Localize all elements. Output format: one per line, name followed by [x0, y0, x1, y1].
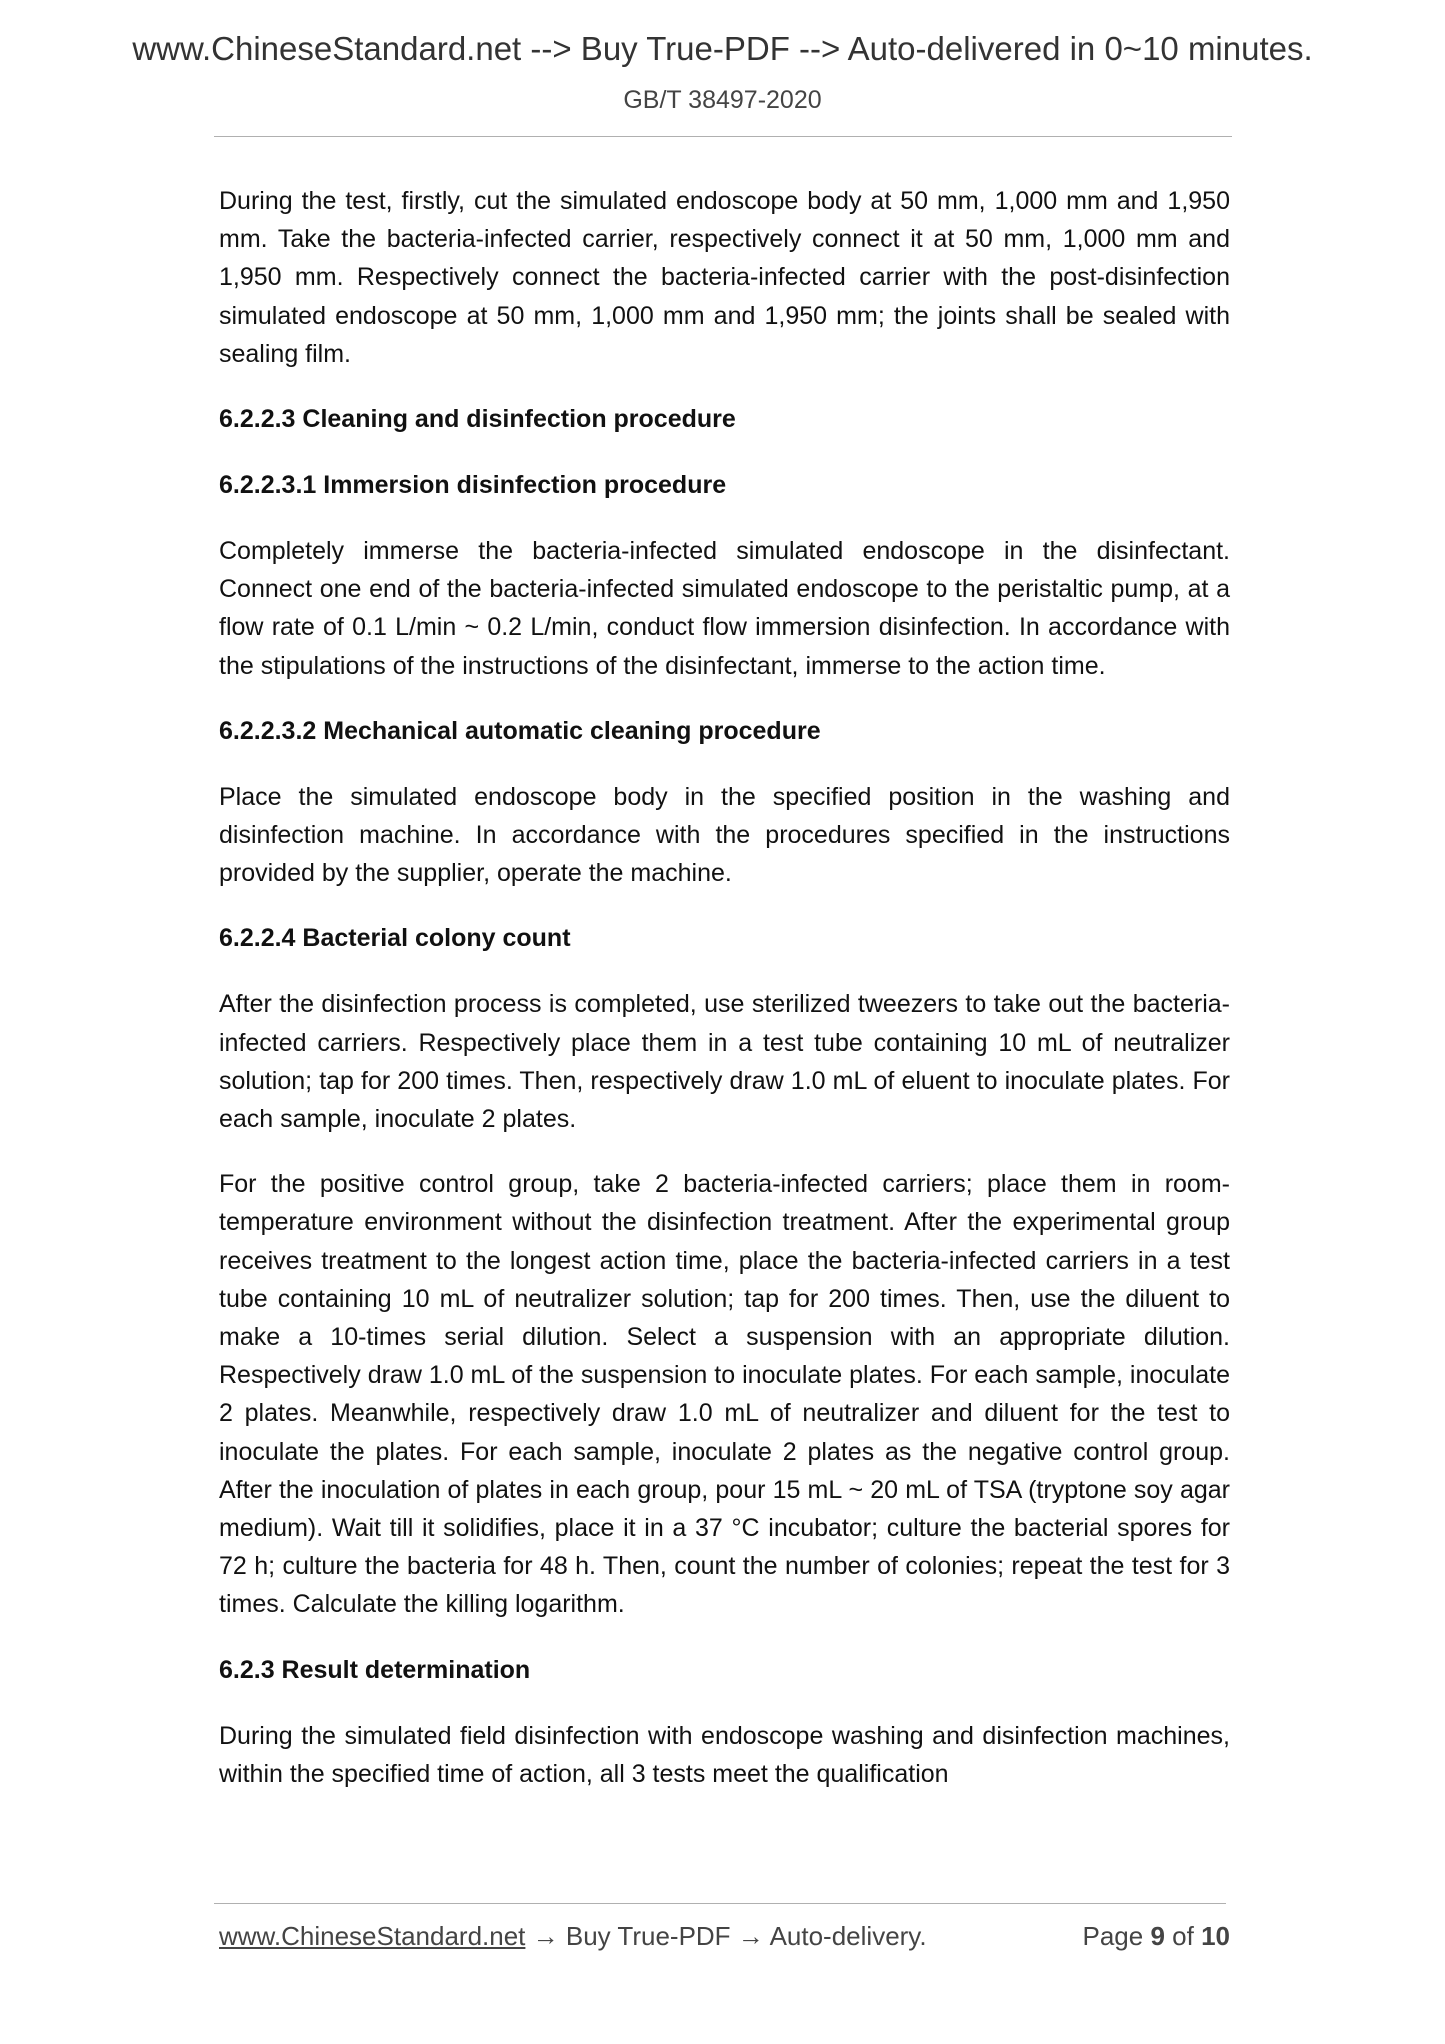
footer [219, 1921, 1230, 1952]
paragraph-colony-count: After the disinfection process is completed, use sterilized tweezers to take out the bacteria-infected carriers. Respectively place them in a test tube containing 10 mL of neutralizer solution; tap for 200 times. Then, respectively draw 1.0 mL of eluent to inoculate plates. For each sample, inoculate 2 plates. [219, 990, 1230, 1134]
of-label: of [1172, 1921, 1194, 1951]
header-banner: www.ChineseStandard.net --> Buy True-PDF --> Auto-delivered in 0~10 minutes. [132, 30, 1313, 67]
heading-6-2-2-3: 6.2.2.3 Cleaning and disinfection procedure [219, 405, 736, 434]
paragraph-mechanical: Place the simulated endoscope body in the specified position in the washing and disinfection machine. In accordance with the procedures specified in the instructions provided by the supplier, operate the machine. [219, 782, 1230, 888]
heading-6-2-2-4: 6.2.2.4 Bacterial colony count [219, 924, 571, 953]
heading-6-2-2-3-2: 6.2.2.3.2 Mechanical automatic cleaning procedure [219, 716, 821, 745]
heading-6-2-3: 6.2.3 Result determination [219, 1655, 531, 1684]
header-divider [214, 136, 1232, 137]
page-body [219, 182, 1230, 1820]
heading-6-2-2-3-1: 6.2.2.3.1 Immersion disinfection procedure [219, 471, 727, 500]
paragraph-test-setup: During the test, firstly, cut the simulated endoscope body at 50 mm, 1,000 mm and 1,950 mm. Take the bacteria-infected carrier, respectively connect it at 50 mm, 1,000 mm and 1,950 mm. Respectively connect the bacteria-infected carrier with the post-disinfection simulated endoscope at 50 mm, 1,000 mm and 1,950 mm; the joints shall be sealed with sealing film. [219, 187, 1230, 368]
paragraph-immersion: Completely immerse the bacteria-infected simulated endoscope in the disinfectant. Connect one end of the bacteria-infected simulated endoscope to the peristaltic pump, at a flow rate of 0.1 L/min ~ 0.2 L/min, conduct flow immersion disinfection. In accordance with the stipulations of the instructions of the disinfectant, immerse to the action time. [219, 537, 1230, 680]
footer-tagline: → Buy True-PDF → Auto-delivery. [525, 1921, 927, 1951]
page-label: Page [1082, 1921, 1144, 1951]
page-number: 9 [1150, 1921, 1165, 1951]
paragraph-positive-control: For the positive control group, take 2 bacteria-infected carriers; place them in room-temperature environment without the disinfection treatment. After the experimental group receives treatment to the longest action time, place the bacteria-infected carriers in a test tube containing 10 mL of neutralizer solution; tap for 200 times. Then, use the diluent to make a 10-times serial dilution. Select a suspension with an appropriate dilution. Respectively draw 1.0 mL of the suspension to inoculate plates. For each sample, inoculate 2 plates. Meanwhile, respectively draw 1.0 mL of neutralizer and diluent for the test to inoculate the plates. For each sample, inoculate 2 plates as the negative control group. After the inoculation of plates in each group, pour 15 mL ~ 20 mL of TSA (tryptone soy agar medium). Wait till it solidifies, place it in a 37 °C incubator; culture the bacterial spores for 72 h; culture the bacteria for 48 h. Then, count the number of colonies; repeat the test for 3 times. Calculate the killing logarithm. [219, 1170, 1230, 1619]
paragraph-result: During the simulated field disinfection with endoscope washing and disinfection machines, within the specified time of action, all 3 tests meet the qualification [219, 1721, 1230, 1788]
page-indicator [1082, 1921, 1230, 1952]
footer-site-link[interactable]: www.ChineseStandard.net [219, 1921, 526, 1951]
footer-divider [214, 1903, 1226, 1904]
total-pages: 10 [1201, 1921, 1230, 1951]
document-id: GB/T 38497-2020 [623, 86, 822, 114]
